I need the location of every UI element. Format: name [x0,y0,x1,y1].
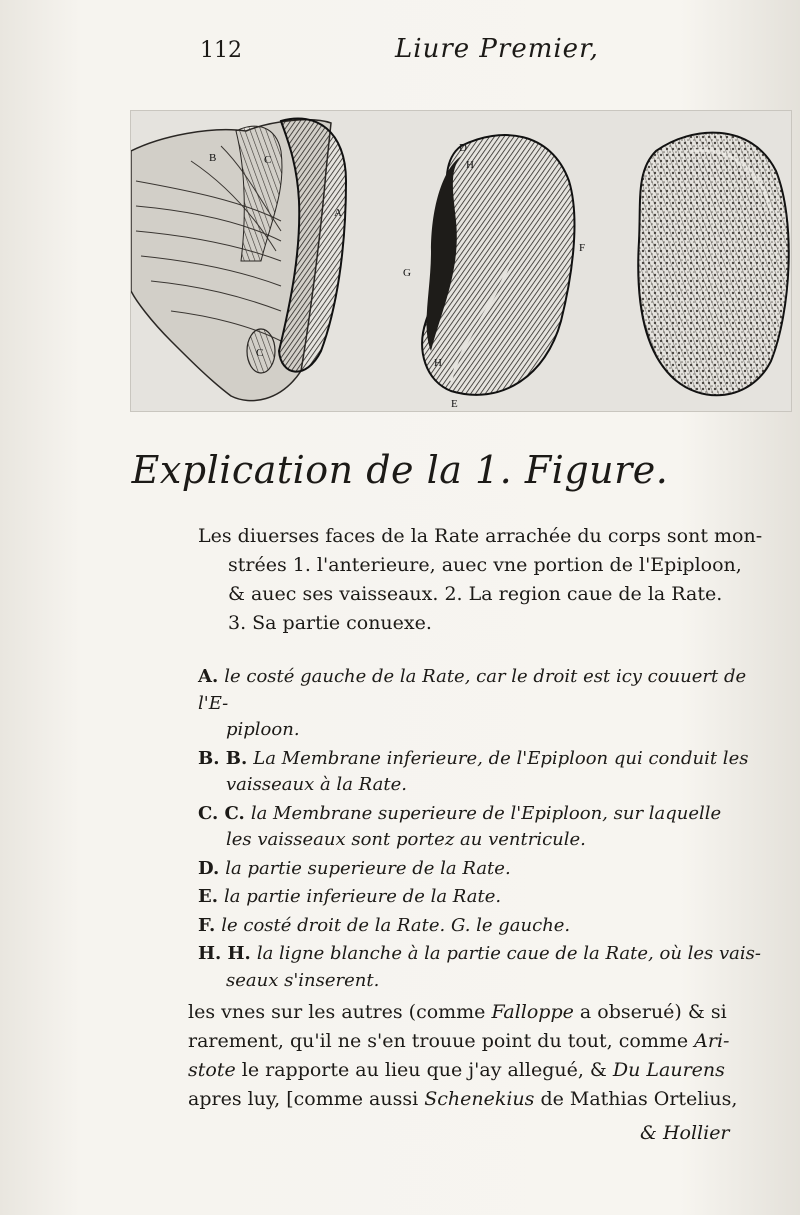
body-name-italic: stote [188,1059,236,1081]
legend-entry-e [198,884,768,911]
body-paragraph [188,998,763,1114]
body-name-italic: Du Laurens [612,1059,725,1081]
body-line [188,1027,763,1056]
figure-letter-C-top: C [264,154,272,166]
figure-letter-F: F [579,242,586,254]
legend-entry-a [198,664,768,744]
figure-3-convex [638,133,788,396]
legend-entry-b [198,746,768,799]
figure-letter-H-bottom: H [434,357,442,369]
legend-text: la partie inferieure de la Rate. [224,886,502,907]
body-text-segment: le rapporte au lieu que j'ay allegué, & [235,1059,613,1081]
figure-letter-B: B [209,152,217,164]
figure-letter-A: A [334,207,342,219]
page-header [0,30,800,70]
body-text-segment: de Mathias Ortelius, [534,1088,738,1110]
legend-key: A. [198,666,219,687]
description-line: 3. Sa partie conuexe. [228,612,432,634]
running-head: Liure Premier, [395,34,599,64]
body-line [188,998,763,1027]
legend-text-continued: seaux s'inserent. [226,969,380,991]
page-number: 112 [200,38,242,63]
description-line: & auec ses vaisseaux. 2. La region caue de la Rate. [228,583,723,605]
figure-letter-H-top: H [466,159,474,171]
figure-caption-title: Explication de la 1. Figure. [131,448,669,492]
anatomical-plate [130,110,792,412]
legend-text: la Membrane superieure de l'Epiploon, sur laquelle [250,802,722,824]
legend-text: le costé gauche de la Rate, car le droit est icy couuert de l'E- [198,666,747,714]
legend-key: H. H. [198,943,251,964]
legend-text: la ligne blanche à la partie caue de la Rate, où les vais- [256,943,761,964]
legend-text: le costé droit de la Rate. G. le gauche. [221,914,571,936]
body-name-italic: Ari- [694,1030,730,1052]
legend-key: E. [198,886,218,907]
legend-text: la partie superieure de la Rate. [225,857,511,879]
body-text-segment: a obserué) & si [573,1001,727,1023]
body-line [188,1056,763,1085]
legend-entry-h [198,941,768,994]
description-line: Les diuerses faces de la Rate arrachée du corps sont mon- [198,525,763,547]
figure-1-anterior [131,119,346,401]
legend-key: F. [198,914,216,936]
description-line: strées 1. l'anterieure, auec vne portion de l'Epiploon, [228,554,742,576]
legend-key: B. B. [198,747,248,769]
figure-2-concave [403,135,585,410]
catchword: & Hollier [640,1122,730,1144]
legend-entry-f [198,913,768,940]
body-text-segment: les vnes sur les autres (comme [188,1001,492,1023]
spleen-engraving [131,111,791,411]
legend-text-continued: les vaisseaux sont portez au ventricule. [226,829,586,850]
body-name-italic: Falloppe [491,1001,574,1023]
figure-letter-E: E [451,398,458,410]
legend-key: D. [198,857,220,879]
figure-letter-G: G [403,267,411,279]
body-text-segment: apres luy, [comme aussi [188,1088,425,1110]
legend-text: La Membrane inferieure, de l'Epiploon qui conduit les [253,747,749,769]
figure-letter-C-bottom: C [256,347,264,359]
legend-entry-c [198,801,768,854]
figure-legend [198,664,768,996]
body-line [188,1085,763,1114]
legend-text-continued: piploon. [226,719,300,740]
figure-letter-D: D [459,142,467,154]
body-text-segment: rarement, qu'il ne s'en trouue point du tout, comme [188,1030,695,1052]
legend-entry-d [198,856,768,883]
figure-description [198,522,768,638]
legend-key: C. C. [198,802,245,824]
legend-text-continued: vaisseaux à la Rate. [226,774,407,795]
body-name-italic: Schenekius [424,1088,535,1110]
